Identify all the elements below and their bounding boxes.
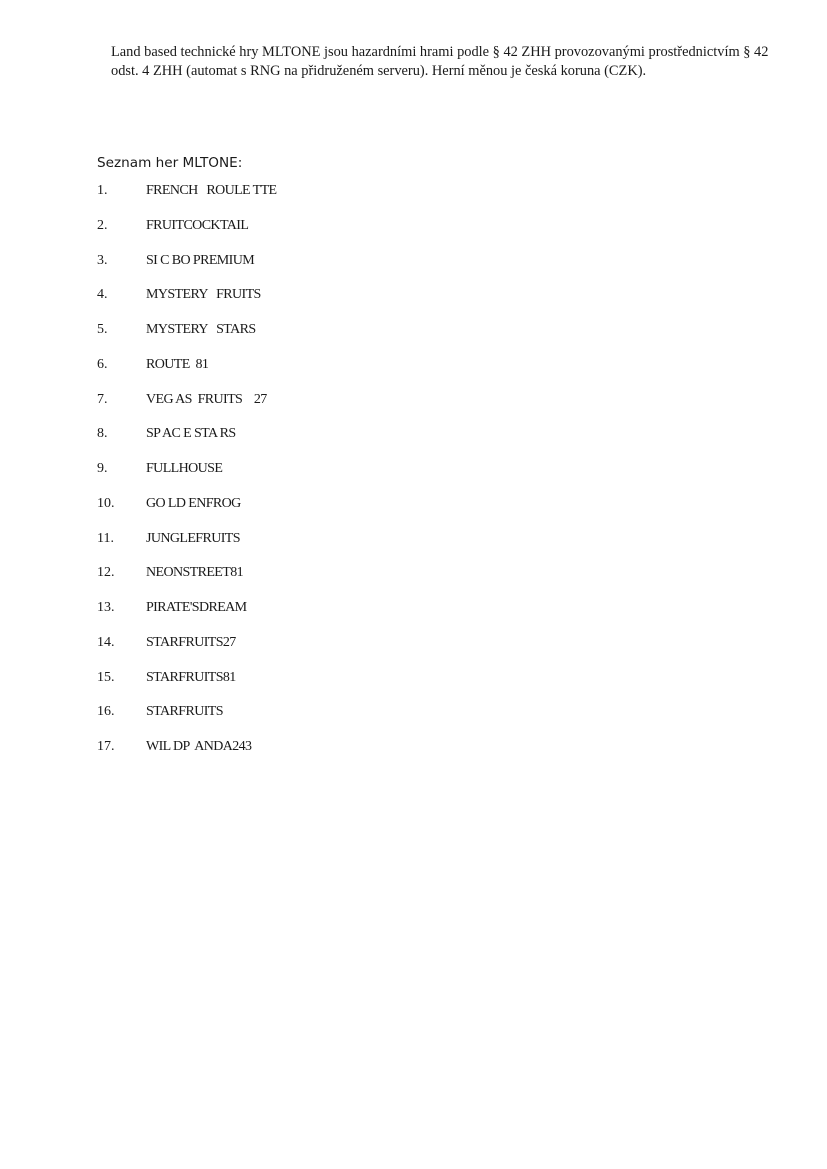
game-list-heading: Seznam her MLTONE: <box>97 155 243 171</box>
game-number: 17. <box>97 739 115 754</box>
game-number: 4. <box>97 287 108 303</box>
game-number: 3. <box>97 252 108 268</box>
game-name: SI C BO PREMIUM <box>146 252 255 268</box>
game-name: SP AC E STA RS <box>146 426 236 442</box>
game-number: 12. <box>97 565 115 581</box>
game-number: 15. <box>97 669 115 685</box>
game-name: JUNGLEFRUITS <box>146 530 240 546</box>
game-name: MYSTERY FRUITS <box>146 287 261 303</box>
game-name: STARFRUITS <box>146 704 223 720</box>
game-number: 6. <box>97 356 108 372</box>
game-number: 7. <box>97 391 108 407</box>
game-number: 2. <box>97 217 108 233</box>
game-name: STARFRUITS27 <box>146 634 236 650</box>
game-name: FULLHOUSE <box>146 461 223 476</box>
game-number: 16. <box>97 704 115 720</box>
game-name: ROUTE 81 <box>146 356 209 372</box>
game-name: WIL DP ANDA243 <box>146 739 252 754</box>
game-number: 1. <box>97 183 108 198</box>
game-name: VEG AS FRUITS 27 <box>146 391 267 407</box>
game-number: 14. <box>97 634 115 650</box>
intro-paragraph: Land based technické hry MLTONE jsou hazardními hrami podle § 42 ZHH provozovanými prostřednictvím § 42 odst. 4 ZHH (automat s RNG na přidruženém serveru). Herní měnou je česká koruna (CZK). <box>111 44 769 79</box>
game-name: STARFRUITS81 <box>146 669 236 685</box>
game-number: 8. <box>97 426 108 442</box>
game-name: PIRATE'SDREAM <box>146 600 247 615</box>
game-name: FRENCH ROULE TTE <box>146 183 277 198</box>
game-number: 13. <box>97 600 115 615</box>
game-name: GO LD ENFROG <box>146 495 241 511</box>
game-name: NEONSTREET81 <box>146 565 244 581</box>
game-name: FRUITCOCKTAIL <box>146 217 249 233</box>
game-number: 5. <box>97 322 108 337</box>
game-number: 10. <box>97 495 115 511</box>
game-number: 9. <box>97 461 108 476</box>
game-number: 11. <box>97 530 114 546</box>
game-name: MYSTERY STARS <box>146 322 256 337</box>
